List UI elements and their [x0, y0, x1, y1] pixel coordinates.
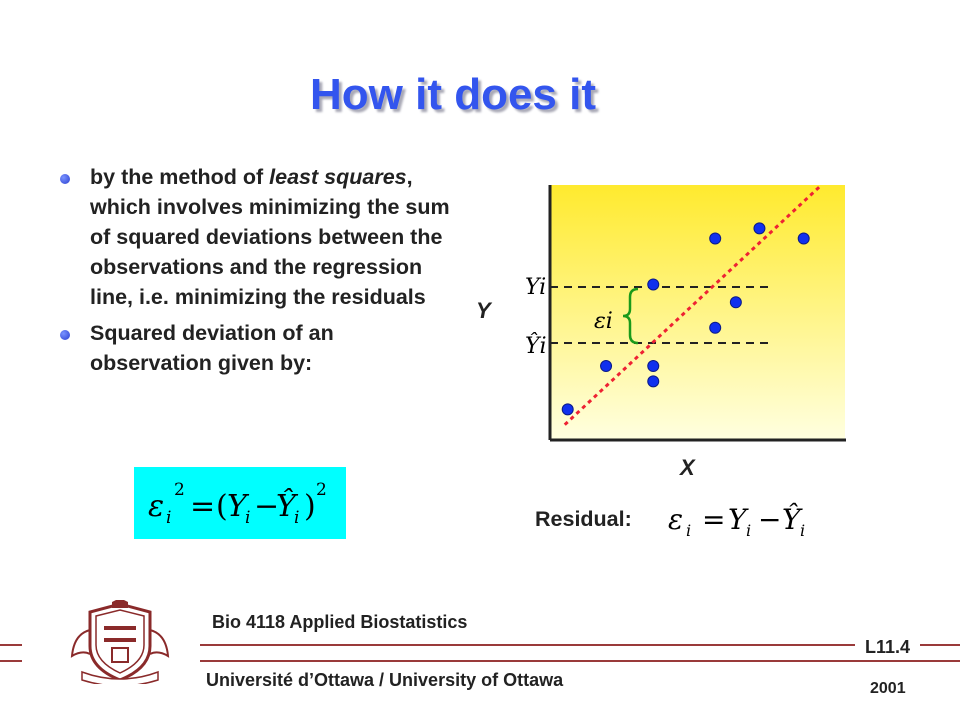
- university-crest-icon: [68, 600, 172, 684]
- formula-sub-i: i: [294, 508, 300, 528]
- slide-title: How it does it: [310, 70, 596, 119]
- footer-divider-bottom: [200, 660, 960, 662]
- yi-label: Yi: [525, 275, 547, 300]
- data-point: [754, 223, 765, 234]
- formula-lparen: (: [216, 489, 228, 524]
- bullet-icon: [60, 330, 70, 340]
- formula-sub-i: i: [800, 521, 806, 540]
- footer-divider-top: [200, 644, 855, 646]
- formula-equals: =: [190, 489, 216, 524]
- data-point: [710, 322, 721, 333]
- y-axis-label: Y: [476, 298, 491, 323]
- data-point: [648, 376, 659, 387]
- formula-power: 2: [174, 480, 185, 500]
- formula-y-hat: Ŷ: [276, 489, 296, 524]
- bullet-text-post: , which involves minimizing the sum of squared deviations between the observations and the regression line, i.e. minimizing the residuals: [90, 165, 450, 309]
- formula-y: Y: [227, 489, 247, 524]
- formula-sub-i: i: [686, 521, 692, 540]
- formula-power: 2: [316, 480, 327, 500]
- residual-label: Residual:: [535, 507, 632, 531]
- formula-epsilon: ε: [668, 503, 684, 536]
- slide-year: 2001: [870, 680, 906, 697]
- data-point: [798, 233, 809, 244]
- data-point: [601, 361, 612, 372]
- university-name: Université d’Ottawa / University of Ottawa: [206, 670, 564, 690]
- bullet-icon: [60, 174, 70, 184]
- regression-scatter-plot: [470, 175, 860, 450]
- bullet-list: [58, 162, 458, 384]
- formula-y-hat: Ŷ: [782, 503, 801, 536]
- formula-sub-i: i: [245, 508, 251, 528]
- formula-sub-i: i: [166, 508, 172, 528]
- bullet-text-emphasis: least squares: [269, 165, 407, 189]
- formula-sub-i: i: [746, 521, 752, 540]
- bullet-text-pre: Squared deviation of an observation given by:: [90, 321, 334, 375]
- bullet-item: [58, 318, 458, 378]
- bullet-item: [58, 162, 458, 312]
- footer-divider-top: [920, 644, 960, 646]
- squared-deviation-formula: [134, 467, 346, 539]
- formula-minus: −: [758, 503, 782, 536]
- residual-formula: [660, 495, 820, 545]
- formula-equals: =: [702, 503, 726, 536]
- formula-epsilon: ε: [148, 489, 165, 524]
- x-axis-label: X: [680, 455, 695, 480]
- data-point: [730, 297, 741, 308]
- footer-divider-top: [0, 644, 22, 646]
- formula-rparen: ): [304, 489, 316, 524]
- formula-minus: −: [254, 489, 280, 524]
- data-point: [562, 404, 573, 415]
- data-point: [648, 279, 659, 290]
- slide-number: L11.4: [865, 637, 911, 657]
- course-name: Bio 4118 Applied Biostatistics: [212, 612, 468, 632]
- footer-divider-bottom: [0, 660, 22, 662]
- data-point: [648, 361, 659, 372]
- data-point: [710, 233, 721, 244]
- yhat-label: Ŷi: [525, 334, 547, 359]
- bullet-text-pre: by the method of: [90, 165, 270, 189]
- epsilon-label: εi: [594, 309, 613, 334]
- formula-y: Y: [728, 503, 747, 536]
